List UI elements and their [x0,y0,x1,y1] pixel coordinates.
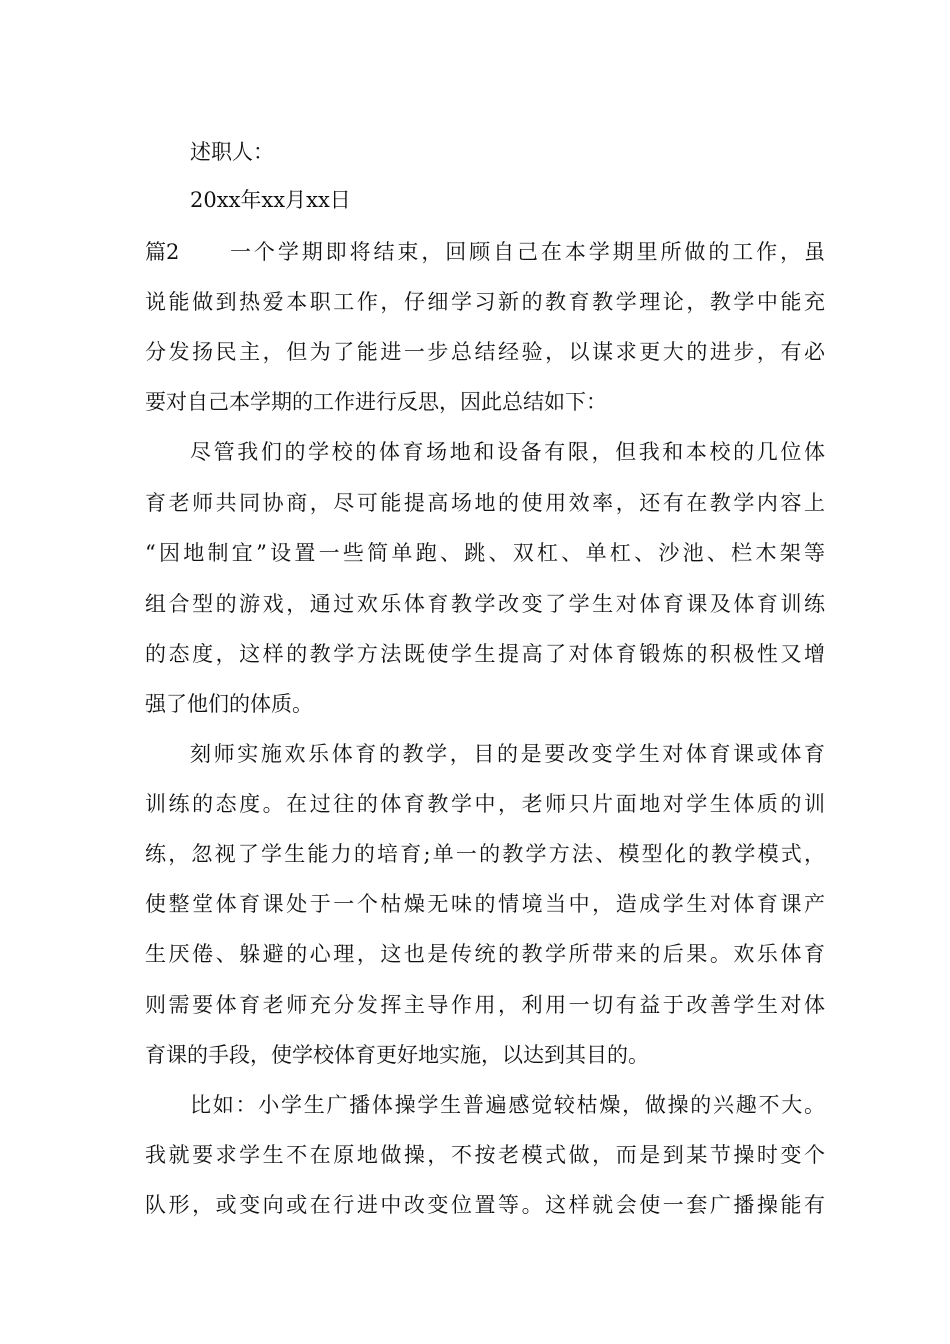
paragraph-line: 练，忽视了学生能力的培育;单一的教学方法、模型化的教学模式， [145,842,825,866]
paragraph-line: 训练的态度。在过往的体育教学中，老师只片面地对学生体质的训 [145,792,825,816]
paragraph-line: 组合型的游戏，通过欢乐体育教学改变了学生对体育课及体育训练 [145,592,825,616]
paragraph-line: 使整堂体育课处于一个枯燥无味的情境当中，造成学生对体育课产 [145,892,825,916]
paragraph-line: “因地制宜”设置一些简单跑、跳、双杠、单杠、沙池、栏木架等 [145,541,825,565]
section-label: 篇2 [145,240,180,264]
text-line: 要对自己本学期的工作进行反思，因此总结如下： [145,390,607,414]
signature-date: 20xx年xx月xx日 [190,188,351,212]
paragraph-line: 强了他们的体质。 [145,692,313,716]
paragraph-line: 比如：小学生广播体操学生普遍感觉较枯燥，做操的兴趣不大。 [190,1093,825,1117]
signature-label: 述职人： [190,140,274,164]
paragraph-line: 生厌倦、躲避的心理，这也是传统的教学所带来的后果。欢乐体育 [145,942,825,966]
paragraph-line: 则需要体育老师充分发挥主导作用，利用一切有益于改善学生对体 [145,993,825,1017]
paragraph-line: 队形，或变向或在行进中改变位置等。这样就会使一套广播操能有 [145,1193,825,1217]
paragraph-line: 的态度，这样的教学方法既使学生提高了对体育锻炼的积极性又增 [145,642,825,666]
section-first-line: 一个学期即将结束，回顾自己在本学期里所做的工作，虽 [230,240,825,264]
paragraph-line: 育老师共同协商，尽可能提高场地的使用效率，还有在教学内容上 [145,491,825,515]
text-line: 分发扬民主，但为了能进一步总结经验，以谋求更大的进步，有必 [145,340,825,364]
paragraph-line: 我就要求学生不在原地做操，不按老模式做，而是到某节操时变个 [145,1143,825,1167]
text-line: 说能做到热爱本职工作，仔细学习新的教育教学理论，教学中能充 [145,290,825,314]
paragraph-line: 育课的手段，使学校体育更好地实施，以达到其目的。 [145,1043,649,1067]
paragraph-line: 刻师实施欢乐体育的教学，目的是要改变学生对体育课或体育 [190,742,825,766]
paragraph-line: 尽管我们的学校的体育场地和设备有限，但我和本校的几位体 [190,440,825,464]
